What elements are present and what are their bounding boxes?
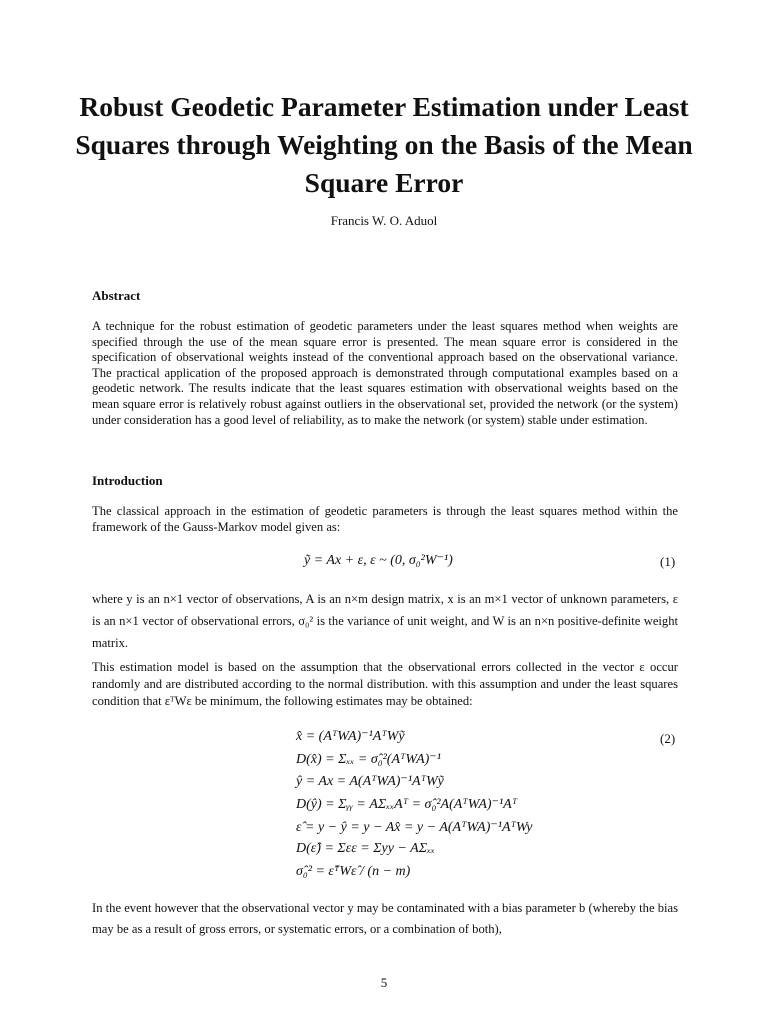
equation-2-line: D(x̂) = Σₓₓ = σ̂₀²(AᵀWA)⁻¹ xyxy=(296,751,441,767)
paper-title: Robust Geodetic Parameter Estimation under Least Squares through Weighting on the Basis of the Mean Square Error xyxy=(75,91,693,198)
intro-paragraph-2: where y is an n×1 vector of observations, A is an n×m design matrix, x is an m×1 vector of unknown parameters, ε is an n×1 vector of observational errors, σ₀² is the variance of unit weight, and W is an n×n positive-definite weight matrix. xyxy=(92,592,678,650)
page-number: 5 xyxy=(380,975,388,990)
equation-2-line: D(ŷ) = Σᵧᵧ = AΣₓₓAᵀ = σ̂₀²A(AᵀWA)⁻¹Aᵀ xyxy=(296,797,518,813)
equation-1-number: (1) xyxy=(660,554,676,569)
equation-1: ỹ = Ax + ε, ε ~ (0, σ₀²W⁻¹) xyxy=(304,553,453,568)
abstract-heading: Abstract xyxy=(92,288,141,303)
equation-2-line: D(ε̂) = Σεε = Σyy − AΣₓₓ xyxy=(296,841,435,857)
equation-2-block xyxy=(296,728,533,887)
introduction-heading: Introduction xyxy=(92,473,163,488)
equation-2-number: (2) xyxy=(660,731,676,746)
equation-2-line: σ̂₀² = ε̂ᵀWε̂ / (n − m) xyxy=(296,864,411,880)
intro-paragraph-1: The classical approach in the estimation of geodetic parameters is through the least squares method within the framework of the Gauss-Markov model given as: xyxy=(92,504,678,534)
equation-2-line: ε̂ = y − ŷ = y − Ax̂ = y − A(AᵀWA)⁻¹AᵀWy xyxy=(296,819,533,835)
abstract-text: A technique for the robust estimation of geodetic parameters under the least squares method when weights are specified through the use of the mean square error is presented. The mean square error is considered in the specification of observational weights instead of the conventional approach based on the observational variance. The practical application of the proposed approach is demonstrated through computational examples based on a geodetic network. The results indicate that the least squares estimation with observational weights based on the mean square error is relatively robust against outliers in the observational set, provided the network (or the system) under consideration has a good level of reliability, as to make the network (or system) stable under estimation. xyxy=(92,319,678,427)
author-name: Francis W. O. Aduol xyxy=(330,213,438,228)
equation-2-line: ŷ = Ax = A(AᵀWA)⁻¹AᵀWỹ xyxy=(296,774,444,790)
equation-2-line: x̂ = (AᵀWA)⁻¹AᵀWỹ xyxy=(296,729,405,744)
intro-paragraph-3: This estimation model is based on the assumption that the observational errors collected in the vector ε occur randomly and are distributed according to the normal distribution. with this assumption and under the least squares condition that εᵀWε be minimum, the following estimates may be obtained: xyxy=(92,660,678,708)
intro-paragraph-4: In the event however that the observational vector y may be contaminated with a bias parameter b (whereby the bias may be as a result of gross errors, or systematic errors, or a combination of both), xyxy=(92,901,678,936)
